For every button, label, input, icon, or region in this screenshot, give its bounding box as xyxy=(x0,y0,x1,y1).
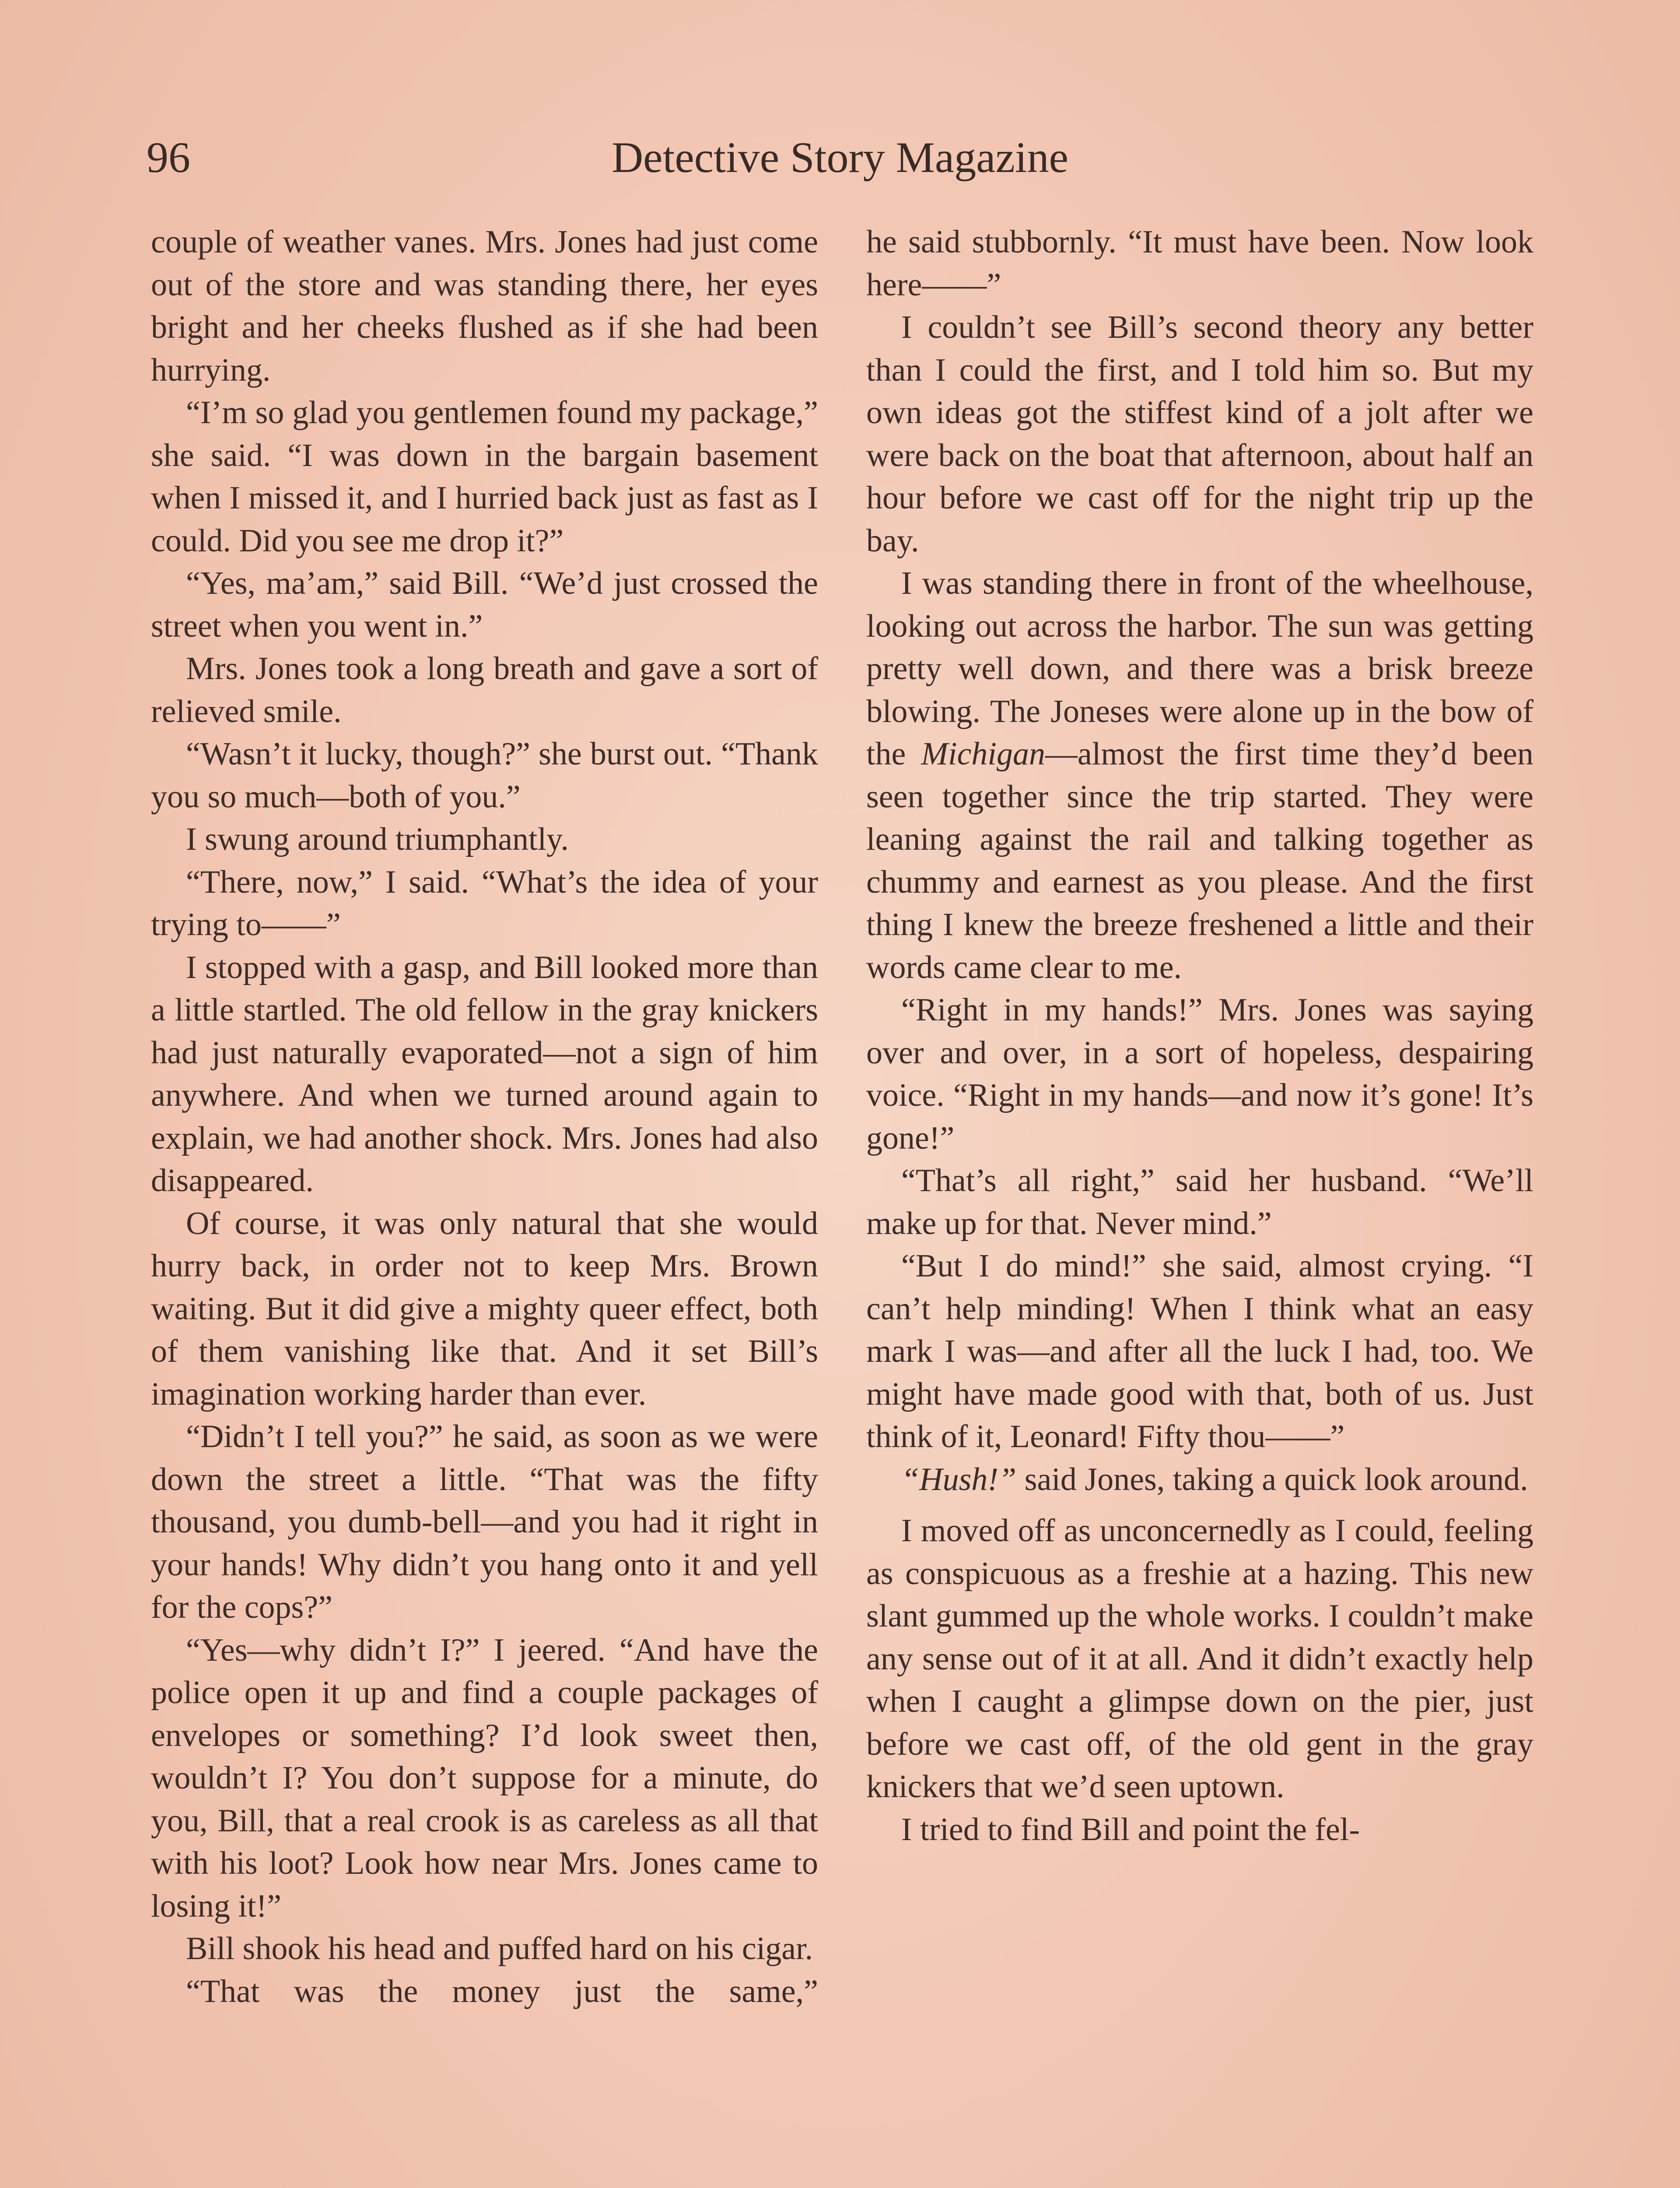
text-run: I was standing there in front of the wheelhouse, looking out across the harbor. The sun was getting pretty well down, and there was a brisk breeze blowing. The Joneses were alone up in the bow of the xyxy=(866,565,1533,772)
paragraph: “Wasn’t it lucky, though?” she burst out. “Thank you so much—both of you.” xyxy=(151,736,818,815)
paragraph: Mrs. Jones took a long breath and gave a sort of relieved smile. xyxy=(151,651,818,729)
paragraph: “Yes—why didn’t I?” I jeered. “And have the police open it up and find a couple packages of envelopes or something? I’d look sweet then, wouldn’t I? You don’t suppose for a minute, do you, Bill, that a real crook is as careless as all that with his loot? Look how near Mrs. Jones came to losing it!” xyxy=(151,1632,818,1924)
paragraph: couple of weather vanes. Mrs. Jones had just come out of the store and was standing there, her eyes bright and her cheeks flushed as if she had been hurrying. xyxy=(151,224,818,388)
paragraph: Bill shook his head and puffed hard on his cigar. xyxy=(186,1931,813,1967)
text-run: said Jones, taking a quick look around. xyxy=(1016,1461,1528,1497)
paragraph: “Yes, ma’am,” said Bill. “We’d just crossed the street when you went in.” xyxy=(151,565,818,644)
paragraph: I swung around triumphantly. xyxy=(186,821,569,857)
paragraph: “I’m so glad you gentlemen found my package,” she said. “I was down in the bargain basement when I missed it, and I hurried back just as fast as I could. Did you see me drop it?” xyxy=(151,395,818,559)
paragraph: I couldn’t see Bill’s second theory any better than I could the first, and I told him so. But my own ideas got the stiffest kind of a jolt after we were back on the boat that afternoon, about half an hour before we cast off for the night trip up the bay. xyxy=(866,309,1533,559)
paragraph: “Right in my hands!” Mrs. Jones was saying over and over, in a sort of hopeless, despairing voice. “Right in my hands—and now it’s gone! It’s gone!” xyxy=(866,992,1533,1156)
ship-name: Michigan xyxy=(921,736,1045,772)
paragraph: “That’s all right,” said her husband. “We’ll make up for that. Never mind.” xyxy=(866,1163,1533,1241)
paragraph: Of course, it was only natural that she would hurry back, in order not to keep Mrs. Brown waiting. But it did give a mighty queer effect, both of them vanishing like that. And it set Bill’s imagination working harder than ever. xyxy=(151,1205,818,1412)
text-run: —almost the first time they’d been seen together since the trip started. They were leaning against the rail and talking together as chummy and earnest as you please. And the first thing I knew the breeze freshened a little and their words came clear to me. xyxy=(866,736,1533,985)
running-title: Detective Story Magazine xyxy=(611,133,1069,182)
page-header xyxy=(147,125,1533,190)
hush-exclamation: “Hush!” xyxy=(901,1461,1017,1497)
paragraph: I stopped with a gasp, and Bill looked more than a little startled. The old fellow in the gray knickers had just naturally evaporated—not a sign of him anywhere. And when we turned around again to explain, we had another shock. Mrs. Jones had also disappeared. xyxy=(151,949,818,1199)
paragraph: I tried to find Bill and point the fel- xyxy=(901,1811,1360,1848)
right-column xyxy=(866,221,1533,2188)
left-column xyxy=(151,221,818,2188)
paragraph: he said stubbornly. “It must have been. Now look here——” xyxy=(866,224,1533,303)
paragraph: “Didn’t I tell you?” he said, as soon as we were down the street a little. “That was the fifty thousand, you dumb-bell—and you had it right in your hands! Why didn’t you hang onto it and yell for the cops?” xyxy=(151,1419,818,1625)
paragraph xyxy=(866,1459,1533,1501)
paragraph xyxy=(866,562,1533,989)
paragraph: “There, now,” I said. “What’s the idea of your trying to——” xyxy=(151,864,818,943)
paragraph: I moved off as unconcernedly as I could, feeling as conspicuous as a freshie at a hazing. This new slant gummed up the whole works. I couldn’t make any sense out of it at all. And it didn’t exactly help when I caught a glimpse down on the pier, just before we cast off, of the old gent in the gray knickers that we’d seen uptown. xyxy=(866,1513,1533,1805)
page-number: 96 xyxy=(147,133,190,182)
paragraph: “That was the money just the same,” xyxy=(186,1973,818,2009)
paragraph: “But I do mind!” she said, almost crying. “I can’t help minding! When I think what an easy mark I was—and after all the luck I had, too. We might have made good with that, both of us. Just think of it, Leonard! Fifty thou——” xyxy=(866,1248,1533,1455)
